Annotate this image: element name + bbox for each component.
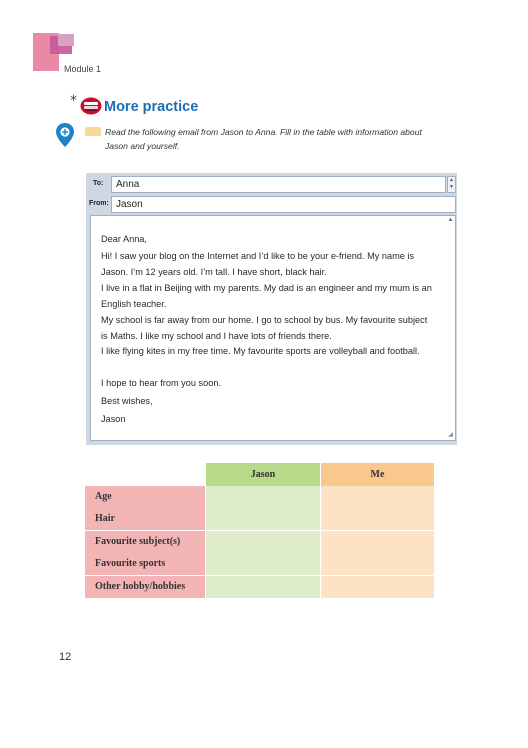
resize-grip-icon[interactable]: ◢ (448, 432, 453, 438)
me-answer-cell[interactable] (321, 576, 434, 598)
me-answer-cell[interactable] (321, 553, 434, 575)
email-paragraph: I like flying kites in my free time. My favourite sports are volleyball and football. (101, 346, 420, 356)
highlight-icon (85, 127, 101, 136)
me-answer-cell[interactable] (321, 486, 434, 508)
optional-marker: * (70, 93, 77, 109)
me-answer-cell[interactable] (321, 531, 434, 553)
jason-answer-cell[interactable] (206, 508, 320, 530)
module-label: Module 1 (64, 64, 102, 74)
jason-answer-cell[interactable] (206, 553, 320, 575)
instruction-text: Read the following email from Jason to Anna. Fill in the table with information about Jason and yourself. (105, 127, 422, 151)
email-paragraph: Hi! I saw your blog on the Internet and I’d like to be your e-friend. My name is Jason. I’m 12 years old. I’m tall. I have short, black hair. (101, 251, 415, 277)
jason-answer-cell[interactable] (206, 576, 320, 598)
from-label: From: (89, 200, 109, 207)
to-label: To: (93, 180, 104, 187)
from-field[interactable]: Jason (111, 196, 456, 213)
table-row-label: Favourite sports (85, 553, 205, 575)
scroll-up-icon[interactable]: ▲ (447, 217, 454, 223)
to-field-scroll[interactable]: ▲ ▼ (447, 176, 456, 193)
jason-answer-cell[interactable] (206, 531, 320, 553)
table-row-label: Hair (85, 508, 205, 530)
me-answer-cell[interactable] (321, 508, 434, 530)
module-corner-block (58, 34, 74, 46)
email-paragraph: Dear Anna, (101, 234, 147, 244)
email-paragraph: I hope to hear from you soon. (101, 378, 222, 388)
activity-pin-icon (56, 123, 74, 147)
email-paragraph: I live in a flat in Beijing with my parents. My dad is an engineer and my mum is an English teacher. (101, 283, 432, 309)
to-field[interactable]: Anna (111, 176, 446, 193)
section-title: More practice (104, 99, 199, 115)
email-paragraph: My school is far away from our home. I go to school by bus. My favourite subject is Maths. I like my school and I have lots of friends there. (101, 315, 428, 341)
table-row-label: Favourite subject(s) (85, 531, 205, 553)
table-header-jason: Jason (206, 463, 320, 486)
email-signature: Jason (101, 414, 126, 424)
table-row-label: Age (85, 486, 205, 508)
jason-answer-cell[interactable] (206, 486, 320, 508)
table-row-label: Other hobby/hobbies (85, 576, 205, 598)
email-paragraph: Best wishes, (101, 396, 153, 406)
table-header-me: Me (321, 463, 434, 486)
book-icon (80, 97, 102, 115)
page-number: 12 (59, 651, 72, 663)
